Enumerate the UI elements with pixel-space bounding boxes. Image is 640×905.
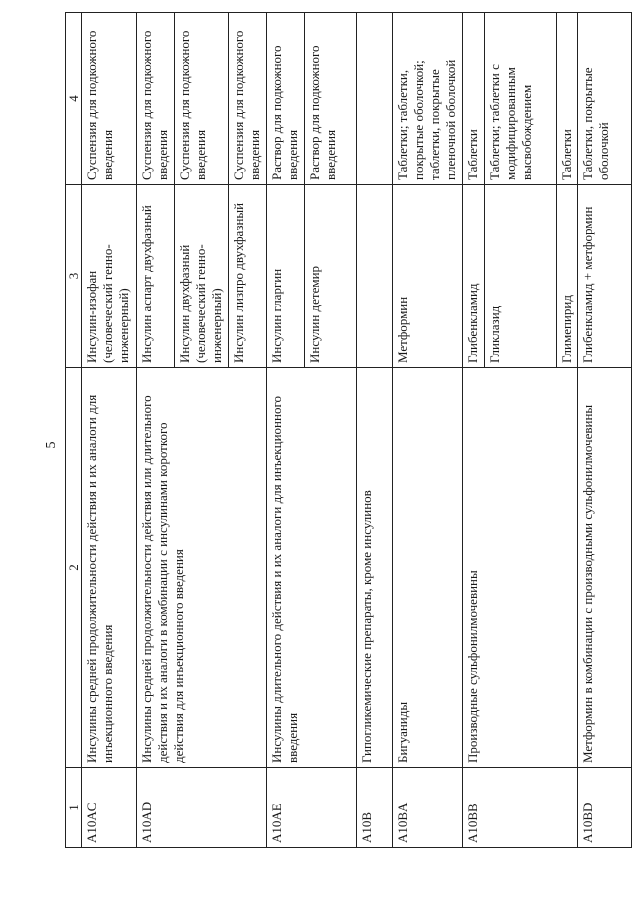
dosage-form-cell: Таблетки; таблетки, покрытые оболочкой; таблетки, покрытые пленочной оболочкой: [392, 13, 463, 185]
drug-name-cell: Инсулин двухфазный (человеческий генно-инженерный): [174, 185, 228, 368]
rotated-table-container: [65, 13, 632, 848]
drug-name-cell: Метформин: [392, 185, 463, 368]
dosage-form-cell: Таблетки; таблетки с модифицированным высвобождением: [485, 13, 557, 185]
header-col-4: 4: [66, 13, 82, 185]
atc-code-cell: A10AC: [82, 768, 136, 848]
table-row: [463, 13, 485, 848]
page-number: 5: [44, 441, 59, 449]
drug-name-cell: Гликлазид: [485, 185, 557, 368]
group-name-cell: Производные сульфонилмочевины: [463, 368, 578, 768]
drug-name-cell: Инсулин лизпро двухфазный: [229, 185, 267, 368]
drug-table: [65, 12, 632, 848]
table-row: [267, 13, 305, 848]
group-name-cell: Метформин в комбинации с производными сульфонилмочевины: [578, 368, 632, 768]
table-row: [136, 13, 174, 848]
group-name-cell: Инсулины средней продолжительности действия или длительного действия и их аналоги в комбинации с инсулинами короткого действия для инъекционного введения: [136, 368, 266, 768]
table-row: [578, 13, 632, 848]
dosage-form-cell: Суспензия для подкожного введения: [136, 13, 174, 185]
atc-code-cell: A10BB: [463, 768, 578, 848]
dosage-form-cell: Таблетки: [556, 13, 578, 185]
header-col-3: 3: [66, 185, 82, 368]
dosage-form-cell: Суспензия для подкожного введения: [174, 13, 228, 185]
atc-code-cell: A10B: [356, 768, 392, 848]
group-name-cell: Гипогликемические препараты, кроме инсулинов: [356, 368, 392, 768]
dosage-form-cell: Таблетки, покрытые оболочкой: [578, 13, 632, 185]
dosage-form-cell: Суспензия для подкожного введения: [229, 13, 267, 185]
drug-name-cell: Глимепирид: [556, 185, 578, 368]
dosage-form-cell: Таблетки: [463, 13, 485, 185]
drug-name-cell: Глибенкламид + метформин: [578, 185, 632, 368]
dosage-form-cell: Суспензия для подкожного введения: [82, 13, 136, 185]
header-row: [66, 13, 82, 848]
drug-name-cell: Инсулин-изофан (человеческий генно-инженерный): [82, 185, 136, 368]
drug-name-cell: [356, 185, 392, 368]
drug-name-cell: Глибенкламид: [463, 185, 485, 368]
table-row: [82, 13, 136, 848]
header-col-2: 2: [66, 368, 82, 768]
atc-code-cell: A10BD: [578, 768, 632, 848]
table-row: [356, 13, 392, 848]
atc-code-cell: A10AE: [267, 768, 356, 848]
dosage-form-cell: Раствор для подкожного введения: [267, 13, 305, 185]
drug-name-cell: Инсулин аспарт двухфазный: [136, 185, 174, 368]
table-row: [392, 13, 463, 848]
header-col-1: 1: [66, 768, 82, 848]
group-name-cell: Инсулины длительного действия и их аналоги для инъекционного введения: [267, 368, 356, 768]
drug-name-cell: Инсулин детемир: [305, 185, 356, 368]
dosage-form-cell: Раствор для подкожного введения: [305, 13, 356, 185]
atc-code-cell: A10AD: [136, 768, 266, 848]
group-name-cell: Инсулины средней продолжительности действия и их аналоги для инъекционного введения: [82, 368, 136, 768]
dosage-form-cell: [356, 13, 392, 185]
drug-name-cell: Инсулин гларгин: [267, 185, 305, 368]
atc-code-cell: A10BA: [392, 768, 463, 848]
group-name-cell: Бигуаниды: [392, 368, 463, 768]
